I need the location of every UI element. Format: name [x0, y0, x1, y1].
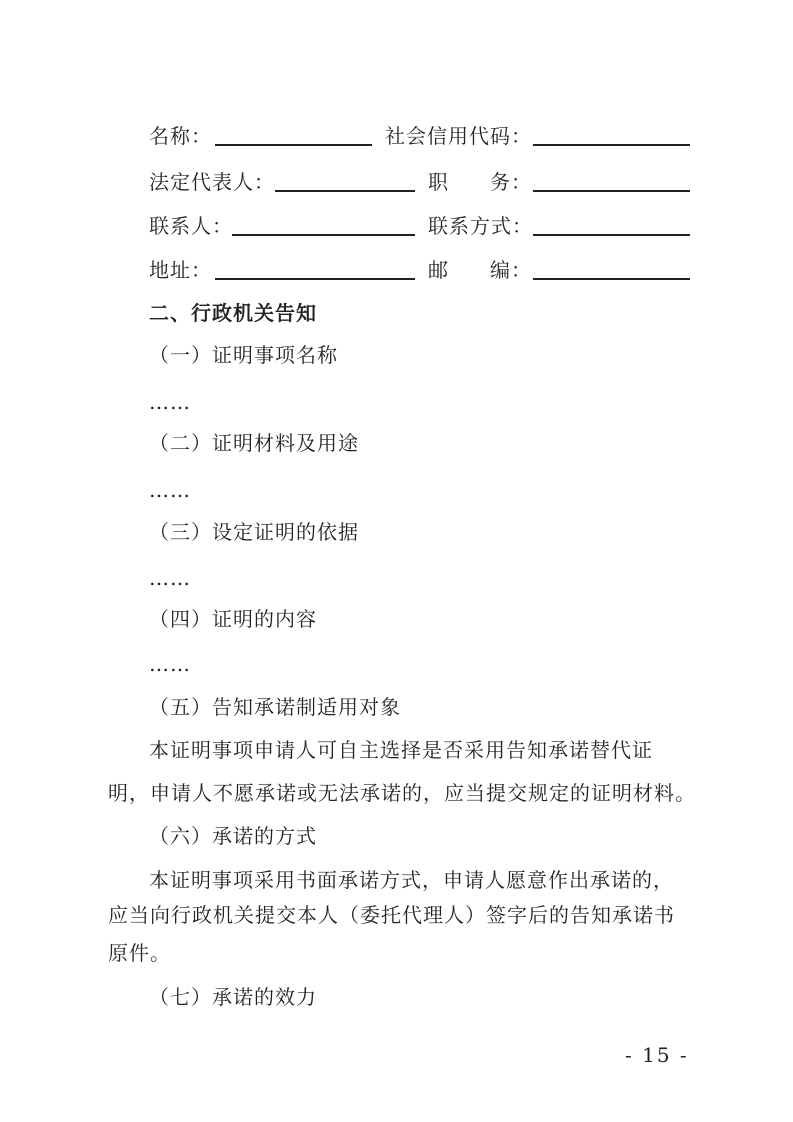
subsection-heading: （三）设定证明的依据: [149, 520, 359, 544]
legal-rep-field[interactable]: [275, 190, 415, 192]
subsection-heading: （六）承诺的方式: [149, 824, 317, 848]
name-field[interactable]: [215, 144, 372, 146]
name-label: 名称：: [149, 124, 212, 148]
subsection-body: ……: [149, 652, 191, 676]
postcode-label-1: 邮: [428, 258, 449, 282]
legal-rep-label: 法定代表人：: [149, 170, 275, 194]
subsection-heading: （二）证明材料及用途: [149, 431, 359, 455]
subsection-heading: （一）证明事项名称: [149, 343, 338, 367]
postcode-field[interactable]: [533, 278, 690, 280]
subsection-body: ……: [149, 566, 191, 590]
paragraph-line: 原件。: [108, 941, 171, 965]
paragraph-line: 明，申请人不愿承诺或无法承诺的，应当提交规定的证明材料。: [108, 781, 696, 805]
position-label-2: 务：: [490, 170, 532, 194]
contact-method-label: 联系方式：: [428, 214, 533, 238]
credit-code-label: 社会信用代码：: [385, 124, 532, 148]
postcode-label-2: 编：: [490, 258, 532, 282]
contact-person-label: 联系人：: [149, 214, 233, 238]
contact-person-field[interactable]: [232, 234, 415, 236]
credit-code-field[interactable]: [533, 144, 690, 146]
position-label-1: 职: [428, 170, 449, 194]
page-number: - 15 -: [625, 1043, 689, 1067]
paragraph-line: 本证明事项采用书面承诺方式，申请人愿意作出承诺的，: [149, 868, 674, 892]
subsection-body: ……: [149, 390, 191, 414]
contact-method-field[interactable]: [533, 234, 690, 236]
paragraph-line: 应当向行政机关提交本人（委托代理人）签字后的告知承诺书: [108, 903, 675, 927]
subsection-heading: （七）承诺的效力: [149, 985, 317, 1009]
subsection-heading: （四）证明的内容: [149, 607, 317, 631]
position-field[interactable]: [533, 190, 690, 192]
address-field[interactable]: [215, 278, 415, 280]
subsection-heading: （五）告知承诺制适用对象: [149, 695, 401, 719]
address-label: 地址：: [149, 258, 212, 282]
paragraph-line: 本证明事项申请人可自主选择是否采用告知承诺替代证: [149, 738, 653, 762]
section-heading: 二、行政机关告知: [149, 301, 317, 325]
subsection-body: ……: [149, 478, 191, 502]
